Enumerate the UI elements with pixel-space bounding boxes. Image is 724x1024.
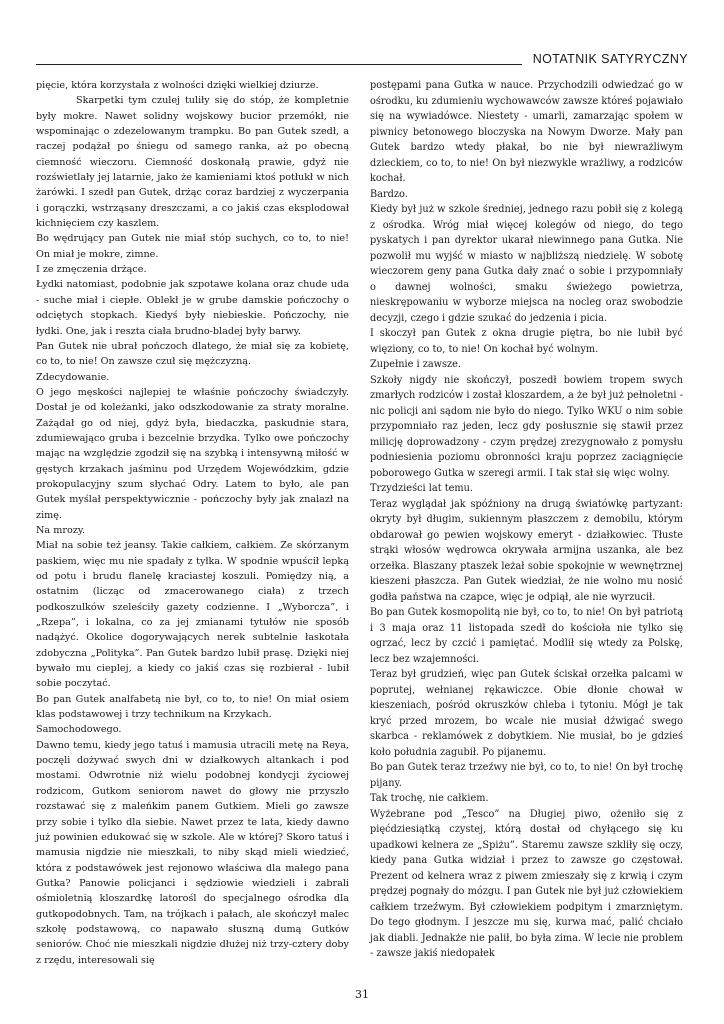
paragraph: Bardzo.: [370, 188, 408, 200]
paragraph: Trzydzieści lat temu.: [370, 483, 474, 494]
paragraph: Wyżebrane pod „Tesco” na Długiej piwo, ożeniło się z pięćdziesiątką czystej, którą dostał od chyłącego się ku upadkowi kelnera ze „Spiżu”. Staremu zawsze szkliły się oczy, kiedy pana Gutka widział i przez to zawsze go częstował. Prezent od kelnera wraz z piwem zmieszały się z krwią i czym prędzej pognały do mózgu. I pan Gutek nie był już człowiekiem całkiem trzeźwym. Był człowiekiem podpitym i zmarzniętym. Do tego głodnym. I jeszcze mu się, kurwa mać, palić chciało jak diabli. Jednakże nie palił, bo była zima. W lecie nie problem - zawsze jakiś niedopałek: [370, 808, 683, 959]
paragraph: Bo pan Gutek kosmopolitą nie był, co to, to nie! On był patriotą i 3 maja oraz 11 listopada szedł do kościoła nie tylko się ogrzać, lecz by czcić i pamiętać. Modlił się wtedy za Polskę, lecz bez wzajemności.: [370, 607, 684, 665]
paragraph: I ze zmęczenia drżące.: [36, 264, 147, 276]
left-column: [36, 78, 349, 968]
paragraph: pięcie, która korzystała z wolności dzięki wielkiej dziurze.: [36, 80, 319, 91]
paragraph: Szkoły nigdy nie skończył, poszedł bowiem tropem swych zmarłych rodziców i został kloszardem, a że był już pełnoletni - nic policji ani sądom nie było do niego. Tylko WKU o nim sobie przypomniało raz jeden, lecz gdy posłusznie się stawił przez milicję doprowadzony - czym prędzej zrezygnowało z pomysłu podniesienia poziomu obronności kraju poprzez zaciągnięcie poborowego Gutka w szeregi armii. I tak stał się więc wolny.: [370, 374, 683, 479]
paragraph: I skoczył pan Gutek z okna drugie piętra, bo nie lubił być więziony, co to, to nie! On kochał być wolnym.: [370, 328, 683, 355]
header-title: NOTATNIK SATYRYCZNY: [532, 52, 688, 66]
paragraph: Bo pan Gutek teraz trzeźwy nie był, co to, to nie! On był trochę pijany.: [370, 762, 683, 789]
paragraph: postępami pana Gutka w nauce. Przychodzili odwiedzać go w ośrodku, ku zdumieniu wychowawców zawsze któreś pojawiało się na wywiadówce. Niestety - umarli, zamarzając społem w piwnicy betonowego bloczyska na Nowym Dworze. Mały pan Gutek bardzo wtedy płakał, bo nie był niewrażliwym dzieckiem, co to, to nie! On był niezwykle wrażliwy, a rodziców kochał.: [370, 80, 683, 184]
paragraph: Pan Gutek nie ubrał pończoch dlatego, że miał się za kobietę, co to, to nie! On zawsze czuł się mężczyzną.: [36, 340, 349, 368]
paragraph: Na mrozy.: [36, 524, 86, 536]
paragraph: Skarpetki tym czulej tuliły się do stóp, że kompletnie były mokre. Nawet solidny wojskowy bucior przemókł, nie wspominając o zdezelowanym trampku. Bo pan Gutek szedł, a raczej podążał po śniegu od samego ranka, aż po obecną ciemność wieczoru. Ciemność doskonałą prawie, gdyż nie rozświetlały jej latarnie, jako że kamieniami ktoś potłukł w nich żarówki. I szedł pan Gutek, drżąc coraz bardziej z wyczerpania i gorączki, wstrząsany dreszczami, a co jakiś czas eksplodował kichnięciem czy kaszlem.: [36, 95, 349, 230]
paragraph: Łydki natomiast, podobnie jak szpotawe kolana oraz chude uda - suche miał i ciepłe. Oblekł je w grube damskie pończochy o odciętych stopkach. Kiedyś były niebieskie. Pończochy, nie łydki. One, jak i reszta ciała brudno-bladej były barwy.: [36, 279, 349, 337]
page-header: [36, 52, 688, 72]
right-column: [370, 78, 683, 962]
header-rule: [36, 64, 522, 65]
paragraph: O jego męskości najlepiej te właśnie pończochy świadczyły. Dostał je od koleżanki, jako odszkodowanie za straty moralne. Zażądał go od niej, gdyż była, biedaczka, paskudnie stara, zdumiewająco gruba i bezcelnie brzydka. Tylko owe pończochy mając na względzie zgodził się na szybką i intensywną miłość w gęstych krzakach jaśminu pod Urzędem Wojewódzkim, gdzie prokopulacyjny szum słychać Odry. Latem to było, ale pan Gutek myślał perspektywicznie - pończochy były jak znalazł na zimę.: [36, 386, 349, 521]
page-number: 31: [355, 988, 369, 1001]
paragraph: Teraz był grudzień, więc pan Gutek ściskał orzełka palcami w poprutej, wełnianej rękawiczce. Obie dłonie chował w kieszeniach, pośród okruszków chleba i tytoniu. Mógł je tak kryć przed mrozem, bo wcale nie musiał dźwigać swego skarbca - reklamówek z dobytkiem. Nie musiał, bo je gdzieś koło południa zagubił. Po pijanemu.: [370, 669, 683, 758]
paragraph: Teraz wyglądał jak spóźniony na drugą światówkę partyzant: okryty był długim, sukiennym płaszczem z demobilu, którym obdarował go pewien wojskowy emeryt - działkowiec. Tłuste strąki włosów wędrowca okrywała armijna uszanka, ale bez orzełka. Blaszany ptaszek leżał sobie spokojnie w wewnętrznej kieszeni płaszcza. Pan Gutek wiedział, że nie wolno mu nosić godła państwa na czapce, więc je odpiął, ale nie wyrzucił.: [370, 498, 683, 603]
paragraph: Miał na sobie też jeansy. Takie całkiem, całkiem. Ze skórzanym paskiem, więc mu nie spadały z tyłka. W spodnie wpuścił lepką od potu i brudu flanelę kraciastej koszuli. Pomiędzy nią, a ostatnim (licząc od zmacerowanego ciała) z trzech podkoszulków szeleściły gazety codzienne. I „Wyborcza”, i „Rzepa”, i lokalna, co za jej zmianami tytułów nie sposób nadążyć. Okolice dogorywających nerek subtelnie łaskotała zdobyczna „Polityka”. Pan Gutek bardzo lubił prasę. Dzięki niej bywało mu cieplej, a kiedy co jakiś czas się rozbierał - lubił sobie poczytać.: [36, 540, 349, 690]
paragraph: Dawno temu, kiedy jego tatuś i mamusia utracili metę na Reya, poczęli dożywać swych dni w działkowych altankach i pod mostami. Odwrotnie niż wielu podobnej kondycji życiowej rodzicom, Gutkom seniorom nawet do głowy nie przyszło rozstawać się z maleńkim panem Gutkiem. Mieli go zawsze przy sobie i tylko dla siebie. Nawet przez te lata, kiedy dawno już powinien edukować się w szkole. Ale w której? Skoro tatuś i mamusia nigdzie nie mieszkali, to niby skąd mieli wiedzieć, która z podstawówek jest rejonowo właściwa dla małego pana Gutka? Panowie policjanci i sędziowie wiedzieli i zabrali ośmioletnią kloszardkę latorośl do specjalnego ośrodka dla gutkopodobnych. Tam, na trójkach i pałach, ale skończył malec szkołę podstawową, co napawało słuszną dumą Gutków seniorów. Choć nie mieszkali nigdzie dłużej niż trzy-cztery doby z rzędu, interesowali się: [36, 739, 349, 966]
paragraph: Zdecydowanie.: [36, 371, 110, 383]
paragraph: Bo pan Gutek analfabetą nie był, co to, to nie! On miał osiem klas podstawowej i trzy technikum na Krzykach.: [36, 693, 349, 721]
paragraph: Tak trochę, nie całkiem.: [370, 793, 489, 804]
paragraph: Kiedy był już w szkole średniej, jednego razu pobił się z kolegą z ośrodka. Wróg miał więcej kolegów od niego, do tego pyskatych i pan dyrektor ukarał niewinnego pana Gutka. Nie pozwolił mu wyjść w miasto w najbliższą niedzielę. W sobotę wieczorem geny pana Gutka dały znać o sobie i przypomniały o dawnej wolności, smaku świeżego powietrza, nieskrępowaniu w wyborze miejsca na nocleg oraz swobodzie decyzji, czego i gdzie szukać do jedzenia i picia.: [370, 204, 683, 324]
paragraph: Zupełnie i zawsze.: [370, 359, 462, 370]
paragraph: Bo wędrujący pan Gutek nie miał stóp suchych, co to, to nie! On miał je mokre, zimne.: [36, 233, 349, 260]
paragraph: Samochodowego.: [36, 724, 122, 736]
